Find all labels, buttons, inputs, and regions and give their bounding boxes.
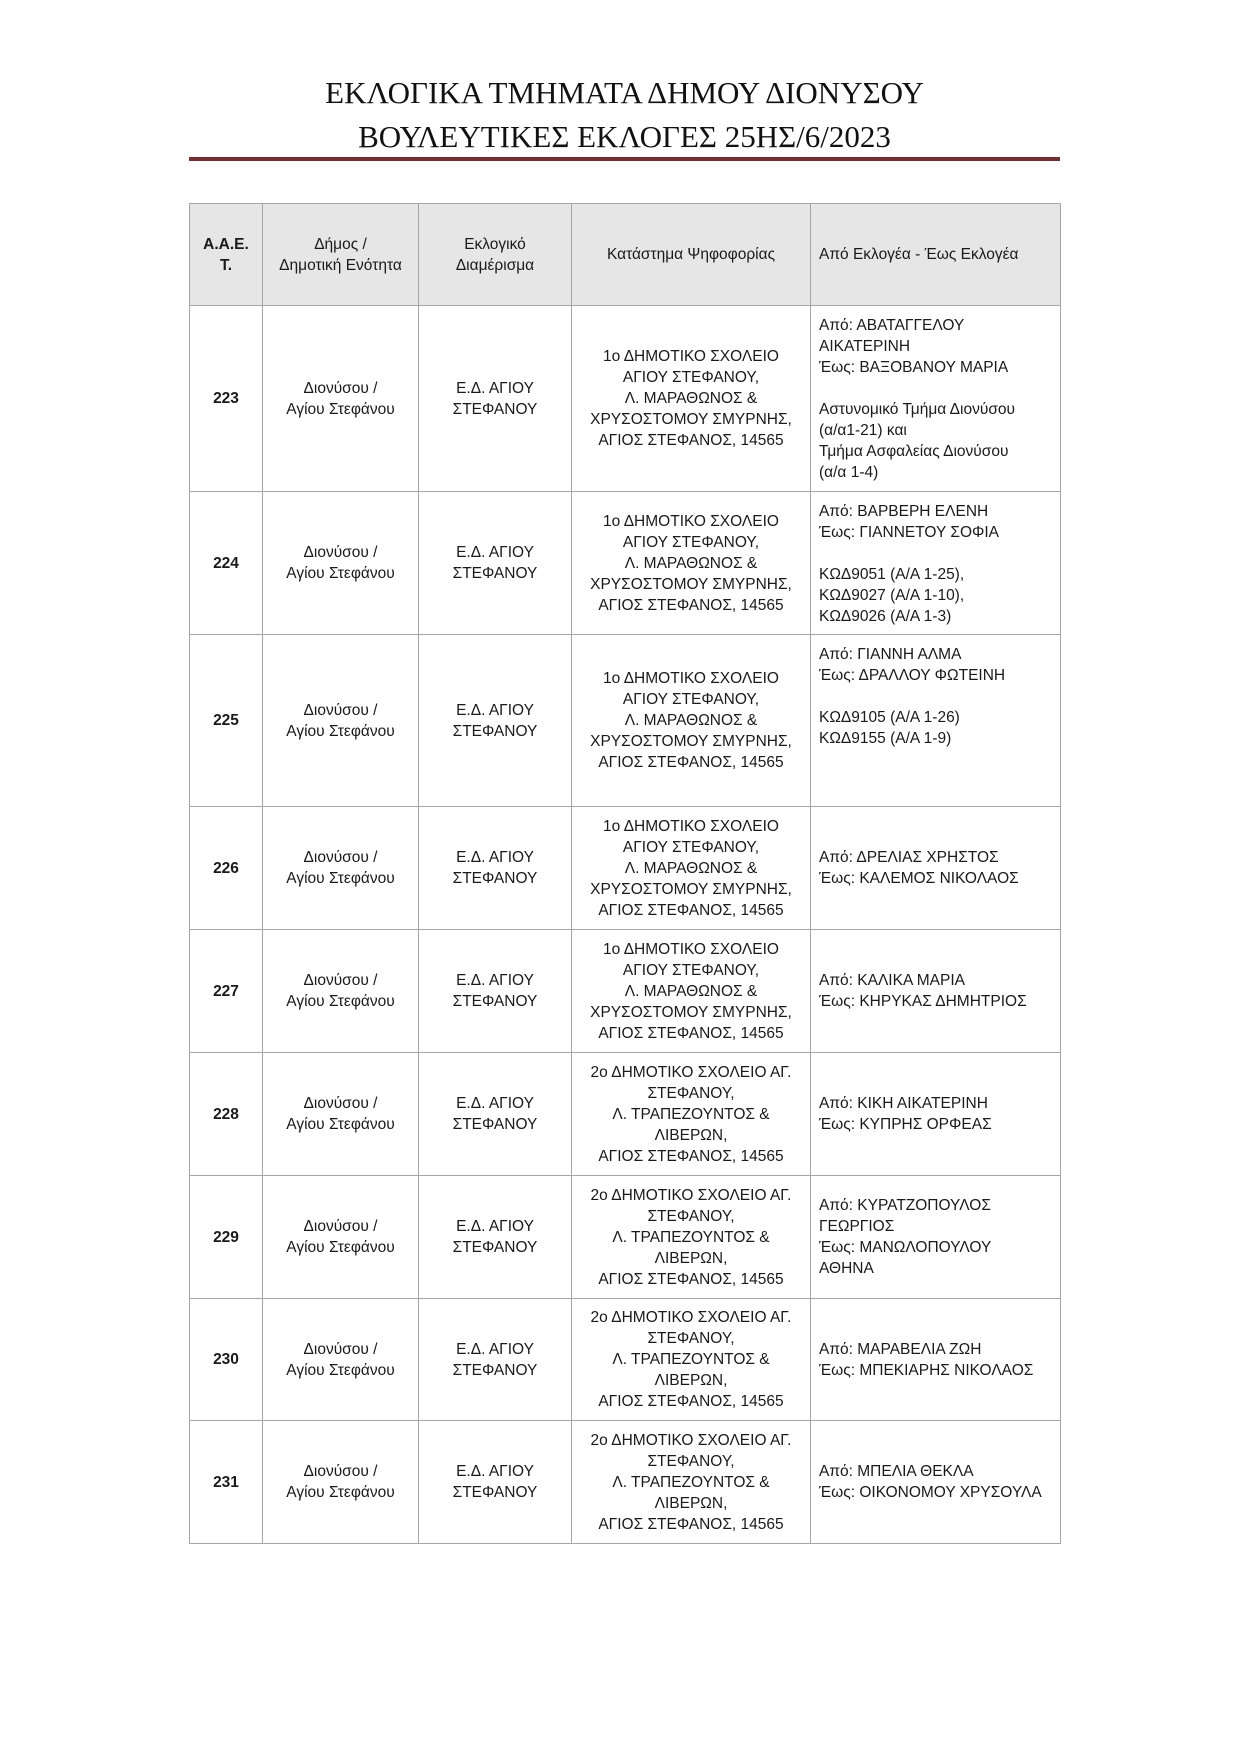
cell-district: Ε.Δ. ΑΓΙΟΥ ΣΤΕΦΑΝΟΥ — [419, 807, 572, 930]
cell-aaet: 227 — [190, 930, 263, 1053]
polling-stations-table — [189, 203, 1061, 1544]
cell-voter-range: Από: ΚΑΛΙΚΑ ΜΑΡΙΑ Έως: ΚΗΡΥΚΑΣ ΔΗΜΗΤΡΙΟΣ — [811, 930, 1061, 1053]
cell-aaet: 224 — [190, 492, 263, 635]
cell-polling-station: 1ο ΔΗΜΟΤΙΚΟ ΣΧΟΛΕΙΟ ΑΓΙΟΥ ΣΤΕΦΑΝΟΥ, Λ. ΜΑΡΑΘΩΝΟΣ & ΧΡΥΣΟΣΤΟΜΟΥ ΣΜΥΡΝΗΣ, ΑΓΙΟΣ ΣΤΕΦΑΝΟΣ, 14565 — [572, 635, 811, 807]
cell-aaet: 229 — [190, 1176, 263, 1299]
cell-district: Ε.Δ. ΑΓΙΟΥ ΣΤΕΦΑΝΟΥ — [419, 1053, 572, 1176]
cell-voter-range: Από: ΔΡΕΛΙΑΣ ΧΡΗΣΤΟΣ Έως: ΚΑΛΕΜΟΣ ΝΙΚΟΛΑΟΣ — [811, 807, 1061, 930]
cell-polling-station: 1ο ΔΗΜΟΤΙΚΟ ΣΧΟΛΕΙΟ ΑΓΙΟΥ ΣΤΕΦΑΝΟΥ, Λ. ΜΑΡΑΘΩΝΟΣ & ΧΡΥΣΟΣΤΟΜΟΥ ΣΜΥΡΝΗΣ, ΑΓΙΟΣ ΣΤΕΦΑΝΟΣ, 14565 — [572, 306, 811, 492]
cell-polling-station: 1ο ΔΗΜΟΤΙΚΟ ΣΧΟΛΕΙΟ ΑΓΙΟΥ ΣΤΕΦΑΝΟΥ, Λ. ΜΑΡΑΘΩΝΟΣ & ΧΡΥΣΟΣΤΟΜΟΥ ΣΜΥΡΝΗΣ, ΑΓΙΟΣ ΣΤΕΦΑΝΟΣ, 14565 — [572, 930, 811, 1053]
cell-voter-range: Από: ΜΠΕΛΙΑ ΘΕΚΛΑ Έως: ΟΙΚΟΝΟΜΟΥ ΧΡΥΣΟΥΛΑ — [811, 1421, 1061, 1544]
cell-voter-range: Από: ΚΥΡΑΤΖΟΠΟΥΛΟΣ ΓΕΩΡΓΙΟΣ Έως: ΜΑΝΩΛΟΠΟΥΛΟΥ ΑΘΗΝΑ — [811, 1176, 1061, 1299]
cell-polling-station: 2ο ΔΗΜΟΤΙΚΟ ΣΧΟΛΕΙΟ ΑΓ. ΣΤΕΦΑΝΟΥ, Λ. ΤΡΑΠΕΖΟΥΝΤΟΣ & ΛΙΒΕΡΩΝ, ΑΓΙΟΣ ΣΤΕΦΑΝΟΣ, 14565 — [572, 1176, 811, 1299]
cell-municipality: Διονύσου / Αγίου Στεφάνου — [263, 492, 419, 635]
cell-polling-station: 2ο ΔΗΜΟΤΙΚΟ ΣΧΟΛΕΙΟ ΑΓ. ΣΤΕΦΑΝΟΥ, Λ. ΤΡΑΠΕΖΟΥΝΤΟΣ & ΛΙΒΕΡΩΝ, ΑΓΙΟΣ ΣΤΕΦΑΝΟΣ, 14565 — [572, 1421, 811, 1544]
document-title-line-1: ΕΚΛΟΓΙΚΑ ΤΜΗΜΑΤΑ ΔΗΜΟΥ ΔΙΟΝΥΣΟΥ — [325, 75, 924, 110]
column-header-polling-station: Κατάστημα Ψηφοφορίας — [572, 204, 811, 306]
table-row — [190, 306, 1061, 492]
cell-polling-station: 1ο ΔΗΜΟΤΙΚΟ ΣΧΟΛΕΙΟ ΑΓΙΟΥ ΣΤΕΦΑΝΟΥ, Λ. ΜΑΡΑΘΩΝΟΣ & ΧΡΥΣΟΣΤΟΜΟΥ ΣΜΥΡΝΗΣ, ΑΓΙΟΣ ΣΤΕΦΑΝΟΣ, 14565 — [572, 492, 811, 635]
table-row — [190, 492, 1061, 635]
cell-voter-range: Από: ΑΒΑΤΑΓΓΕΛΟΥ ΑΙΚΑΤΕΡΙΝΗ Έως: ΒΑΞΟΒΑΝΟΥ ΜΑΡΙΑ Αστυνομικό Τμήμα Διονύσου (α/α1-21) και Τμήμα Ασφαλείας Διονύσου (α/α 1-4) — [811, 306, 1061, 492]
table-row — [190, 1299, 1061, 1421]
column-header-voter-range: Από Εκλογέα - Έως Εκλογέα — [811, 204, 1061, 306]
cell-aaet: 231 — [190, 1421, 263, 1544]
cell-municipality: Διονύσου / Αγίου Στεφάνου — [263, 1053, 419, 1176]
cell-polling-station: 2ο ΔΗΜΟΤΙΚΟ ΣΧΟΛΕΙΟ ΑΓ. ΣΤΕΦΑΝΟΥ, Λ. ΤΡΑΠΕΖΟΥΝΤΟΣ & ΛΙΒΕΡΩΝ, ΑΓΙΟΣ ΣΤΕΦΑΝΟΣ, 14565 — [572, 1053, 811, 1176]
cell-municipality: Διονύσου / Αγίου Στεφάνου — [263, 635, 419, 807]
cell-voter-range: Από: ΜΑΡΑΒΕΛΙΑ ΖΩΗ Έως: ΜΠΕΚΙΑΡΗΣ ΝΙΚΟΛΑΟΣ — [811, 1299, 1061, 1421]
cell-district: Ε.Δ. ΑΓΙΟΥ ΣΤΕΦΑΝΟΥ — [419, 635, 572, 807]
cell-aaet: 223 — [190, 306, 263, 492]
cell-municipality: Διονύσου / Αγίου Στεφάνου — [263, 1421, 419, 1544]
cell-municipality: Διονύσου / Αγίου Στεφάνου — [263, 930, 419, 1053]
cell-district: Ε.Δ. ΑΓΙΟΥ ΣΤΕΦΑΝΟΥ — [419, 492, 572, 635]
cell-polling-station: 1ο ΔΗΜΟΤΙΚΟ ΣΧΟΛΕΙΟ ΑΓΙΟΥ ΣΤΕΦΑΝΟΥ, Λ. ΜΑΡΑΘΩΝΟΣ & ΧΡΥΣΟΣΤΟΜΟΥ ΣΜΥΡΝΗΣ, ΑΓΙΟΣ ΣΤΕΦΑΝΟΣ, 14565 — [572, 807, 811, 930]
cell-voter-range: Από: ΚΙΚΗ ΑΙΚΑΤΕΡΙΝΗ Έως: ΚΥΠΡΗΣ ΟΡΦΕΑΣ — [811, 1053, 1061, 1176]
column-header-district: Εκλογικό Διαμέρισμα — [419, 204, 572, 306]
column-header-municipality: Δήμος / Δημοτική Ενότητα — [263, 204, 419, 306]
table-row — [190, 635, 1061, 807]
cell-aaet: 228 — [190, 1053, 263, 1176]
cell-district: Ε.Δ. ΑΓΙΟΥ ΣΤΕΦΑΝΟΥ — [419, 930, 572, 1053]
cell-municipality: Διονύσου / Αγίου Στεφάνου — [263, 807, 419, 930]
cell-district: Ε.Δ. ΑΓΙΟΥ ΣΤΕΦΑΝΟΥ — [419, 1421, 572, 1544]
cell-voter-range: Από: ΒΑΡΒΕΡΗ ΕΛΕΝΗ Έως: ΓΙΑΝΝΕΤΟΥ ΣΟΦΙΑ ΚΩΔ9051 (Α/Α 1-25), ΚΩΔ9027 (Α/Α 1-10), ΚΩΔ9026 (Α/Α 1-3) — [811, 492, 1061, 635]
cell-aaet: 226 — [190, 807, 263, 930]
cell-municipality: Διονύσου / Αγίου Στεφάνου — [263, 306, 419, 492]
table-header-row — [190, 204, 1061, 306]
cell-municipality: Διονύσου / Αγίου Στεφάνου — [263, 1176, 419, 1299]
table-row — [190, 930, 1061, 1053]
title-underline — [189, 157, 1060, 161]
table-row — [190, 1176, 1061, 1299]
cell-district: Ε.Δ. ΑΓΙΟΥ ΣΤΕΦΑΝΟΥ — [419, 1176, 572, 1299]
cell-aaet: 225 — [190, 635, 263, 807]
cell-polling-station: 2ο ΔΗΜΟΤΙΚΟ ΣΧΟΛΕΙΟ ΑΓ. ΣΤΕΦΑΝΟΥ, Λ. ΤΡΑΠΕΖΟΥΝΤΟΣ & ΛΙΒΕΡΩΝ, ΑΓΙΟΣ ΣΤΕΦΑΝΟΣ, 14565 — [572, 1299, 811, 1421]
cell-district: Ε.Δ. ΑΓΙΟΥ ΣΤΕΦΑΝΟΥ — [419, 1299, 572, 1421]
table-row — [190, 1053, 1061, 1176]
table-row — [190, 807, 1061, 930]
column-header-aaet: Α.Α.Ε. Τ. — [190, 204, 263, 306]
cell-voter-range: Από: ΓΙΑΝΝΗ ΑΛΜΑ Έως: ΔΡΑΛΛΟΥ ΦΩΤΕΙΝΗ ΚΩΔ9105 (Α/Α 1-26) ΚΩΔ9155 (Α/Α 1-9) — [811, 635, 1061, 807]
cell-district: Ε.Δ. ΑΓΙΟΥ ΣΤΕΦΑΝΟΥ — [419, 306, 572, 492]
document-title-line-2: ΒΟΥΛΕΥΤΙΚΕΣ ΕΚΛΟΓΕΣ 25ΗΣ/6/2023 — [358, 119, 891, 154]
table-row — [190, 1421, 1061, 1544]
cell-municipality: Διονύσου / Αγίου Στεφάνου — [263, 1299, 419, 1421]
cell-aaet: 230 — [190, 1299, 263, 1421]
